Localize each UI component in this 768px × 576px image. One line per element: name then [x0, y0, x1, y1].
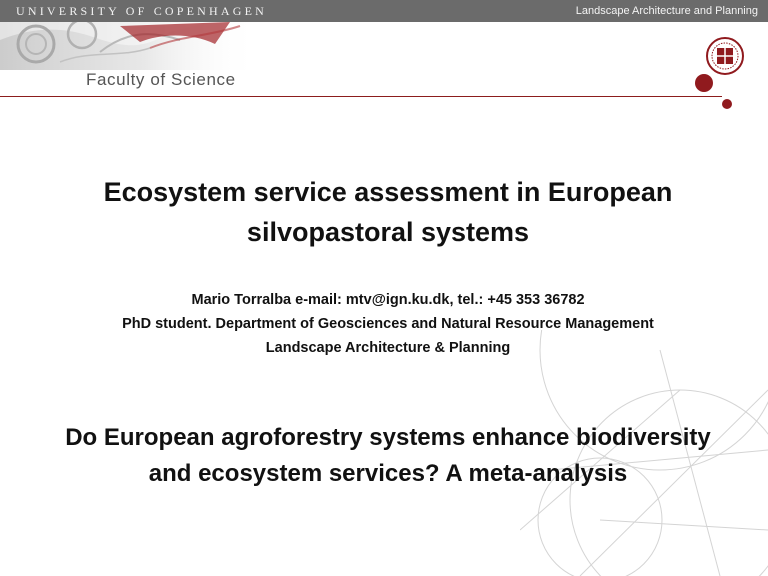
- slide-title: [40, 172, 736, 252]
- university-name: UNIVERSITY OF COPENHAGEN: [16, 4, 268, 18]
- university-seal-icon: [0, 22, 260, 72]
- author-group: Landscape Architecture & Planning: [265, 340, 511, 356]
- author-contact: Mario Torralba e-mail: mtv@ign.ku.dk, tel.: +45 353 36782: [191, 292, 585, 308]
- question-line-1: Do European agroforestry systems enhance biodiversity: [65, 424, 711, 451]
- author-affiliation: PhD student. Department of Geosciences and Natural Resource Management: [122, 316, 654, 332]
- title-line-1: Ecosystem service assessment in European: [103, 177, 673, 207]
- header-divider: [0, 96, 722, 97]
- university-logo-icon: [690, 34, 750, 114]
- question-line-2: and ecosystem services? A meta-analysis: [148, 460, 628, 487]
- author-block: [40, 288, 736, 360]
- department-name: Landscape Architecture and Planning: [575, 5, 758, 17]
- header-bar: [0, 0, 768, 22]
- title-line-2: silvopastoral systems: [246, 217, 530, 247]
- research-question: [20, 420, 756, 492]
- faculty-name: Faculty of Science: [86, 70, 236, 89]
